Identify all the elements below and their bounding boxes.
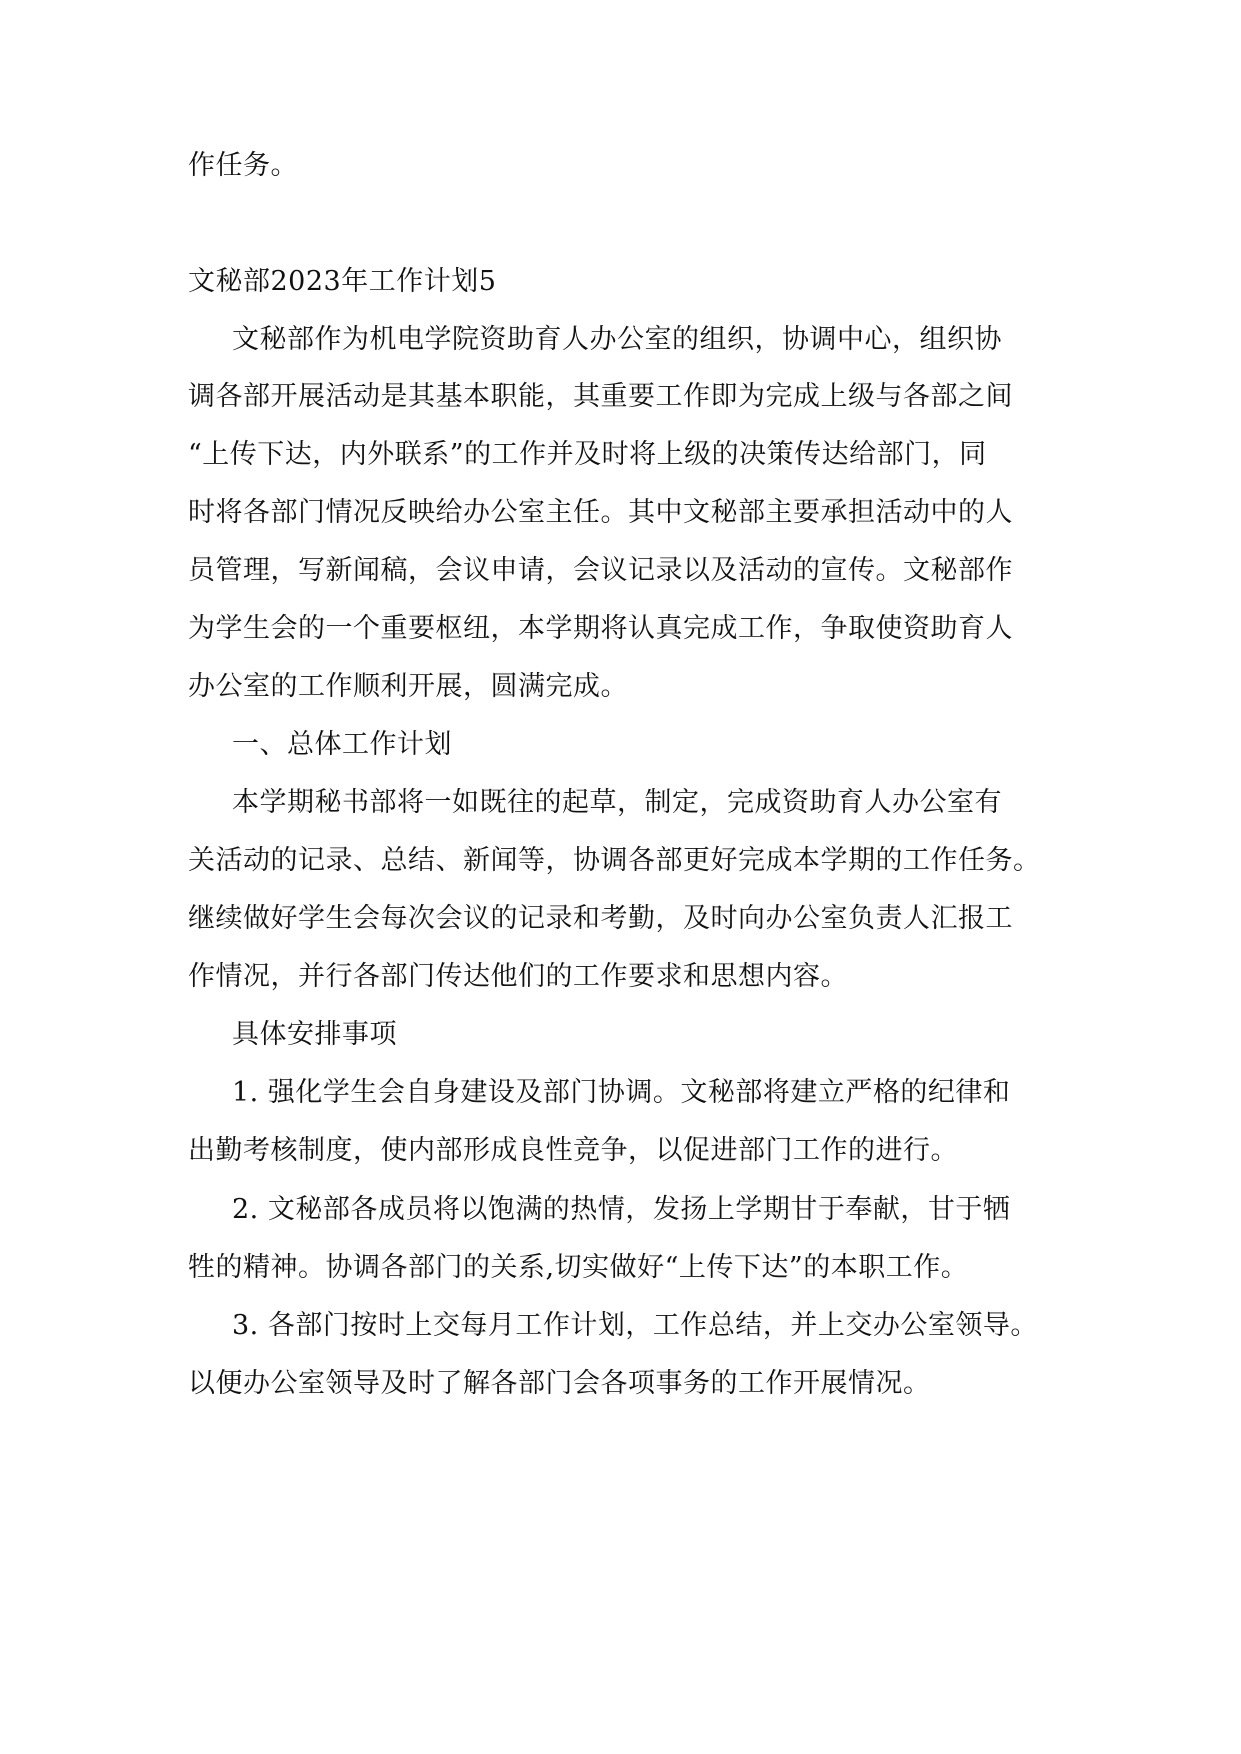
paragraph-line: 作情况，并行各部门传达他们的工作要求和思想内容。 bbox=[188, 961, 848, 992]
list-item-line: 以便办公室领导及时了解各部门会各项事务的工作开展情况。 bbox=[188, 1368, 931, 1399]
paragraph-line: 时将各部门情况反映给办公室主任。其中文秘部主要承担活动中的人 bbox=[188, 497, 1013, 528]
list-item-line: 牲的精神。协调各部门的关系,切实做好“上传下达”的本职工作。 bbox=[188, 1252, 969, 1283]
subheading: 一、总体工作计划 bbox=[232, 729, 452, 760]
list-item-line: 出勤考核制度，使内部形成良性竞争，以促进部门工作的进行。 bbox=[188, 1135, 958, 1166]
section-heading: 文秘部2023年工作计划5 bbox=[188, 266, 497, 297]
paragraph-line: 调各部开展活动是其基本职能，其重要工作即为完成上级与各部之间 bbox=[188, 381, 1013, 412]
list-item-line: 3. 各部门按时上交每月工作计划，工作总结，并上交办公室领导。 bbox=[232, 1310, 1038, 1341]
paragraph-line: 为学生会的一个重要枢纽，本学期将认真完成工作，争取使资助育人 bbox=[188, 613, 1013, 644]
paragraph-line: 文秘部作为机电学院资助育人办公室的组织，协调中心，组织协 bbox=[232, 324, 1002, 355]
paragraph-line: 员管理，写新闻稿，会议申请，会议记录以及活动的宣传。文秘部作 bbox=[188, 555, 1013, 586]
paragraph-line: 办公室的工作顺利开展，圆满完成。 bbox=[188, 671, 628, 702]
subheading: 具体安排事项 bbox=[232, 1019, 397, 1050]
paragraph-line: 继续做好学生会每次会议的记录和考勤，及时向办公室负责人汇报工 bbox=[188, 903, 1013, 934]
paragraph-line: 关活动的记录、总结、新闻等，协调各部更好完成本学期的工作任务。 bbox=[188, 845, 1041, 876]
text-line: 作任务。 bbox=[188, 150, 298, 181]
list-item-line: 2. 文秘部各成员将以饱满的热情，发扬上学期甘于奉献，甘于牺 bbox=[232, 1194, 1011, 1225]
list-item-line: 1. 强化学生会自身建设及部门协调。文秘部将建立严格的纪律和 bbox=[232, 1077, 1011, 1108]
paragraph-line: 本学期秘书部将一如既往的起草，制定，完成资助育人办公室有 bbox=[232, 787, 1002, 818]
paragraph-line: “上传下达，内外联系”的工作并及时将上级的决策传达给部门，同 bbox=[188, 439, 987, 470]
